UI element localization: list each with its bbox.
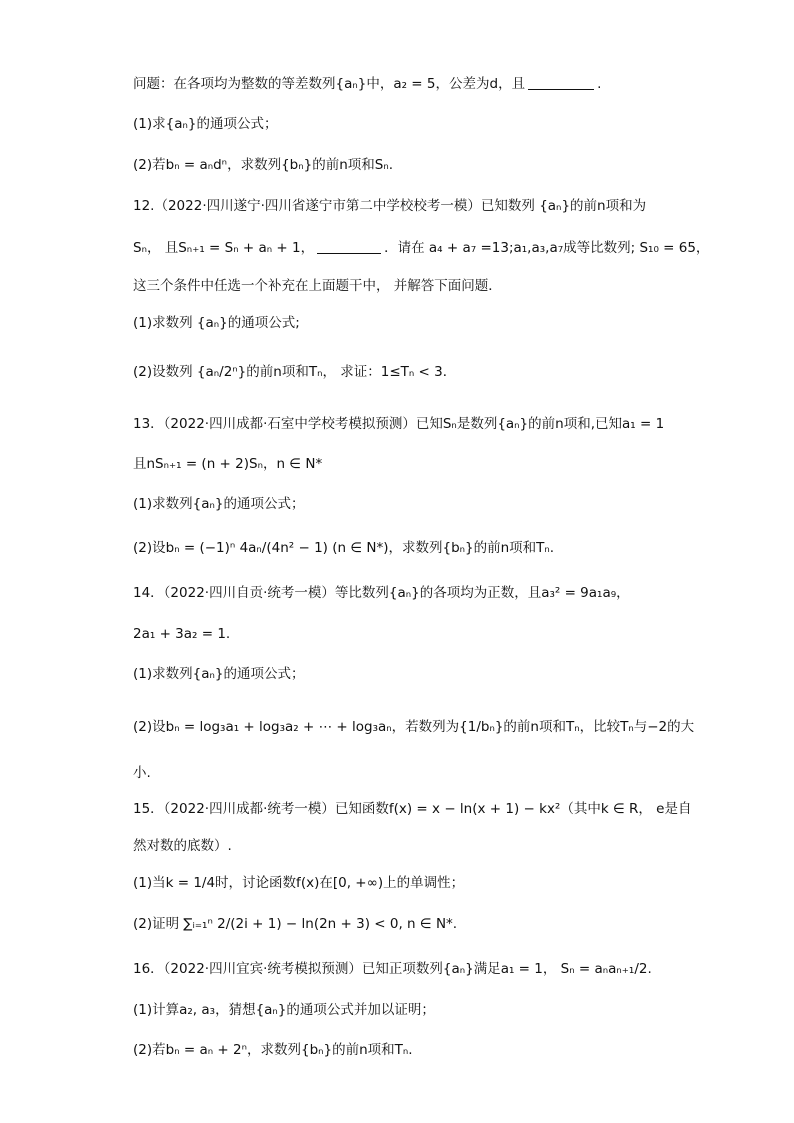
fill-in-blank xyxy=(317,239,381,254)
question-line xyxy=(133,873,674,893)
question-line xyxy=(133,362,674,382)
problem-15-heading xyxy=(133,799,692,819)
line-text: Sₙ， 且Sₙ₊₁ = Sₙ + aₙ + 1， xyxy=(133,240,315,256)
line-text: 2a₁ + 3a₂ = 1. xyxy=(133,626,231,642)
problem-14-line xyxy=(133,624,674,644)
problem-12-line xyxy=(133,276,674,296)
line-text: 且nSₙ₊₁ = (n + 2)Sₙ，n ∈ N* xyxy=(133,456,323,472)
line-text: 13．（2022·四川成都·石室中学校考模拟预测）已知Sₙ是数列{aₙ}的前n项和,已知a₁ = 1 xyxy=(133,416,665,432)
line-tail: . xyxy=(597,76,602,92)
question-line xyxy=(133,914,674,934)
problem-14-heading xyxy=(133,583,674,603)
question-line xyxy=(133,664,674,684)
problem-13-line xyxy=(133,454,674,474)
line-text: 14．（2022·四川自贡·统考一模）等比数列{aₙ}的各项均为正数，且a₃² = 9a₁a₉， xyxy=(133,585,630,601)
line-text: 问题：在各项均为整数的等差数列{aₙ}中，a₂ = 5，公差为d，且 xyxy=(133,76,526,92)
line-text: (2)设bₙ = (−1)ⁿ 4aₙ/(4n² − 1) (n ∈ N*)，求数列{bₙ}的前n项和Tₙ. xyxy=(133,540,555,556)
line-text: 15．（2022·四川成都·统考一模）已知函数f(x) = x − ln(x + 1) − kx²（其中k ∈ R， e是自 xyxy=(133,801,692,817)
question-line xyxy=(133,155,674,175)
question-line xyxy=(133,763,674,783)
line-tail: ．请在 a₄ + a₇ =13;a₁,a₃,a₇成等比数列; S₁₀ = 65， xyxy=(384,240,710,256)
line-text: 然对数的底数）. xyxy=(133,838,232,854)
line-text: 16．（2022·四川宜宾·统考模拟预测）已知正项数列{aₙ}满足a₁ = 1， Sₙ = aₙaₙ₊₁/2. xyxy=(133,961,652,977)
question-line xyxy=(133,494,674,514)
line-text: (2)设bₙ = log₃a₁ + log₃a₂ + ⋯ + log₃aₙ，若数列为{1/bₙ}的前n项和Tₙ，比较Tₙ与−2的大 xyxy=(133,719,695,735)
line-text: (1)求数列{aₙ}的通项公式； xyxy=(133,496,305,512)
question-line xyxy=(133,114,674,134)
problem-16-heading xyxy=(133,959,674,979)
fill-in-blank xyxy=(528,75,594,90)
line-text: 小. xyxy=(133,765,151,781)
line-text: (2)若bₙ = aₙdⁿ，求数列{bₙ}的前n项和Sₙ. xyxy=(133,157,393,173)
line-text: (1)计算a₂, a₃，猜想{aₙ}的通项公式并加以证明； xyxy=(133,1002,435,1018)
line-text: (1)求{aₙ}的通项公式； xyxy=(133,116,278,132)
question-line xyxy=(133,1000,674,1020)
problem-intro-line xyxy=(133,74,674,94)
line-text: 12.（2022·四川遂宁·四川省遂宁市第二中学校校考一模）已知数列 {aₙ}的前n项和为 xyxy=(133,198,647,214)
problem-12-heading xyxy=(133,196,674,216)
question-line xyxy=(133,717,695,737)
question-line xyxy=(133,538,674,558)
line-text: (1)当k = 1/4时，讨论函数f(x)在[0, +∞)上的单调性； xyxy=(133,875,465,891)
line-text: (2)证明 ∑ᵢ₌₁ⁿ 2/(2i + 1) − ln(2n + 3) < 0, n ∈ N*. xyxy=(133,916,458,932)
line-text: (1)求数列 {aₙ}的通项公式; xyxy=(133,315,300,331)
question-line xyxy=(133,1040,674,1060)
problem-12-line xyxy=(133,238,710,258)
problem-13-heading xyxy=(133,414,674,434)
question-line xyxy=(133,313,674,333)
line-text: (2)设数列 {aₙ/2ⁿ}的前n项和Tₙ， 求证：1≤Tₙ < 3． xyxy=(133,364,457,380)
problem-15-line xyxy=(133,836,674,856)
line-text: (2)若bₙ = aₙ + 2ⁿ，求数列{bₙ}的前n项和Tₙ. xyxy=(133,1042,413,1058)
line-text: 这三个条件中任选一个补充在上面题干中， 并解答下面问题． xyxy=(133,278,502,294)
line-text: (1)求数列{aₙ}的通项公式； xyxy=(133,666,305,682)
